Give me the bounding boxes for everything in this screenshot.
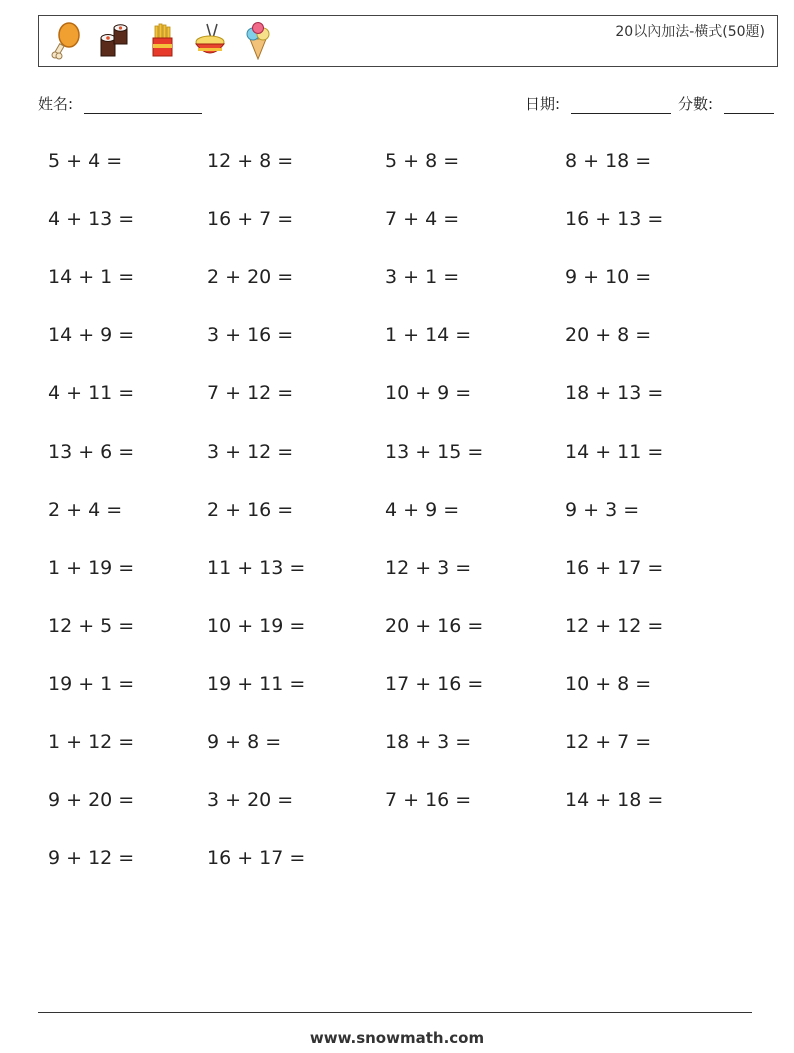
problem-item: 3 + 12 = — [207, 440, 294, 463]
problem-item: 20 + 8 = — [565, 324, 652, 347]
name-label: 姓名: — [38, 95, 74, 113]
problem-item: 7 + 12 = — [207, 382, 294, 405]
problem-item: 14 + 18 = — [565, 789, 664, 812]
problem-item: 9 + 20 = — [48, 789, 135, 812]
problem-item: 10 + 9 = — [385, 382, 472, 405]
problem-item: 16 + 7 = — [207, 208, 294, 231]
problem-item: 4 + 9 = — [385, 498, 460, 521]
problem-item: 11 + 13 = — [207, 556, 306, 579]
problem-item: 16 + 17 = — [207, 847, 306, 870]
footer-divider — [38, 1012, 752, 1013]
problem-item: 9 + 3 = — [565, 498, 640, 521]
problem-item: 9 + 10 = — [565, 266, 652, 289]
problem-item: 13 + 6 = — [48, 440, 135, 463]
problem-item: 5 + 8 = — [385, 150, 460, 172]
problem-item: 5 + 4 = — [48, 150, 123, 172]
problem-item: 10 + 19 = — [207, 614, 306, 637]
problem-item: 18 + 3 = — [385, 731, 472, 753]
problem-item: 12 + 7 = — [565, 731, 652, 753]
problem-item: 1 + 14 = — [385, 324, 472, 347]
problem-item: 3 + 1 = — [385, 266, 460, 289]
problem-item: 2 + 20 = — [207, 266, 294, 289]
problem-item: 3 + 20 = — [207, 789, 294, 812]
problem-item: 9 + 8 = — [207, 731, 282, 753]
problem-item: 16 + 17 = — [565, 556, 664, 579]
footer-url: www.snowmath.com — [309, 1029, 485, 1047]
problem-item: 12 + 8 = — [207, 150, 294, 172]
problem-item: 1 + 12 = — [48, 731, 135, 753]
problem-item: 2 + 4 = — [48, 498, 123, 521]
problem-item: 20 + 16 = — [385, 614, 484, 637]
score-label: 分數: — [678, 95, 714, 113]
problem-item: 14 + 1 = — [48, 266, 135, 289]
problem-item: 19 + 11 = — [207, 672, 306, 695]
problem-item: 14 + 9 = — [48, 324, 135, 347]
problem-item: 18 + 13 = — [565, 382, 664, 405]
problem-item: 17 + 16 = — [385, 672, 484, 695]
problem-item: 3 + 16 = — [207, 324, 294, 347]
problem-item: 4 + 13 = — [48, 208, 135, 231]
problem-item: 4 + 11 = — [48, 382, 135, 405]
date-label: 日期: — [525, 95, 561, 113]
problem-item: 14 + 11 = — [565, 440, 664, 463]
problem-item: 9 + 12 = — [48, 847, 135, 870]
problem-item: 19 + 1 = — [48, 672, 135, 695]
problem-item: 12 + 3 = — [385, 556, 472, 579]
problem-item: 1 + 19 = — [48, 556, 135, 579]
problem-item: 7 + 16 = — [385, 789, 472, 812]
problem-item: 7 + 4 = — [385, 208, 460, 231]
problem-item: 13 + 15 = — [385, 440, 484, 463]
problem-item: 2 + 16 = — [207, 498, 294, 521]
problem-item: 8 + 18 = — [565, 150, 652, 172]
problem-item: 12 + 12 = — [565, 614, 664, 637]
problem-item: 10 + 8 = — [565, 672, 652, 695]
worksheet-title: 20以內加法-橫式(50題) — [615, 24, 765, 40]
problem-item: 16 + 13 = — [565, 208, 664, 231]
problem-item: 12 + 5 = — [48, 614, 135, 637]
